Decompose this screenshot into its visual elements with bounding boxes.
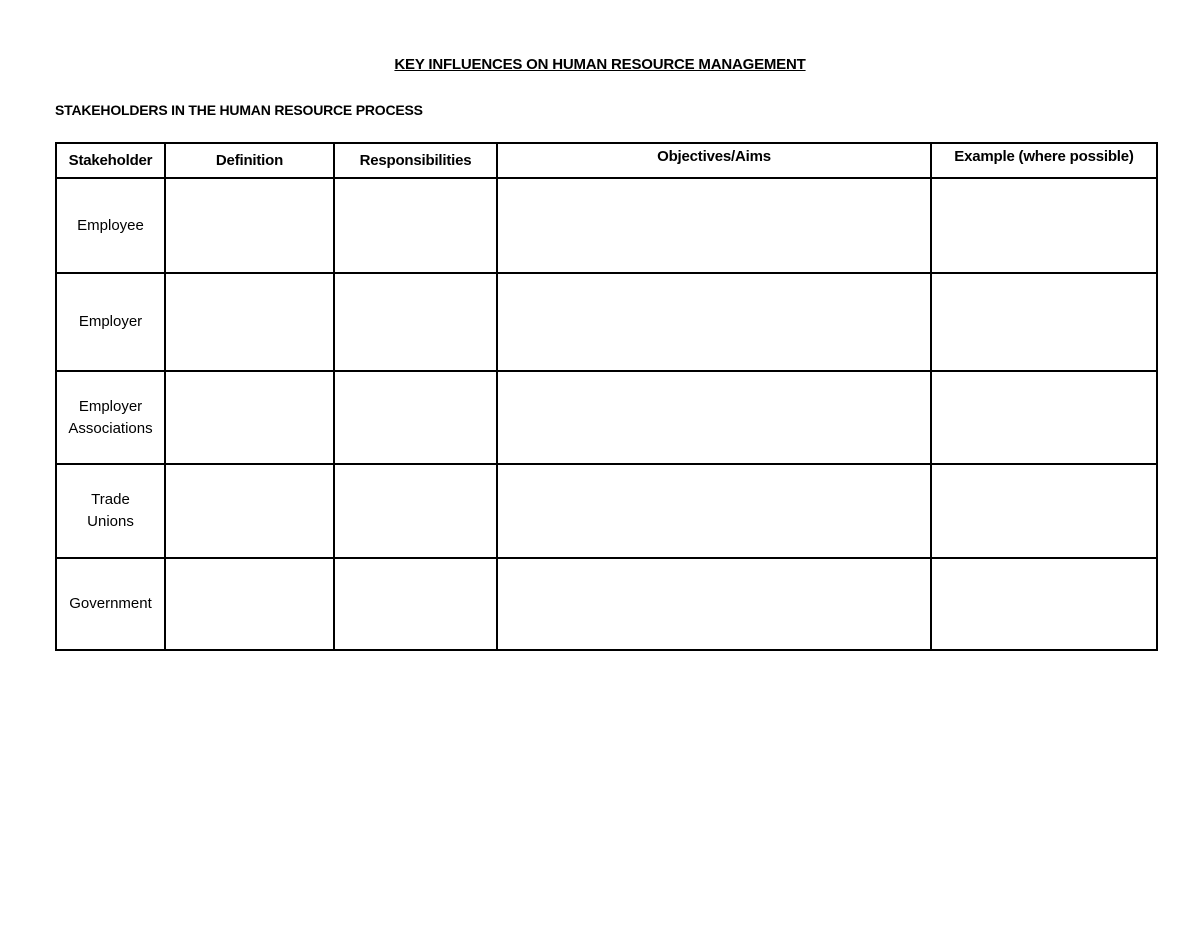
example-cell[interactable]: [931, 464, 1157, 558]
example-cell[interactable]: [931, 558, 1157, 650]
definition-cell[interactable]: [165, 558, 334, 650]
stakeholder-label: Employee: [77, 216, 144, 234]
document-title: KEY INFLUENCES ON HUMAN RESOURCE MANAGEMENT: [394, 56, 806, 73]
definition-cell[interactable]: [165, 464, 334, 558]
responsibilities-cell[interactable]: [334, 558, 497, 650]
stakeholder-cell: [56, 464, 165, 558]
definition-cell[interactable]: [165, 178, 334, 273]
header-stakeholder: Stakeholder: [56, 143, 165, 178]
stakeholder-label-line2: Associations: [68, 419, 153, 437]
responsibilities-cell[interactable]: [334, 371, 497, 464]
header-example: Example (where possible): [931, 143, 1157, 178]
header-responsibilities: Responsibilities: [334, 143, 497, 178]
stakeholders-table: [55, 142, 1158, 651]
section-heading: STAKEHOLDERS IN THE HUMAN RESOURCE PROCESS: [55, 102, 423, 118]
objectives-cell[interactable]: [497, 371, 931, 464]
stakeholder-label-line2: Unions: [87, 513, 134, 530]
table-row: [56, 558, 1157, 650]
objectives-cell[interactable]: [497, 464, 931, 558]
responsibilities-cell[interactable]: [334, 178, 497, 273]
table-header-row: [56, 143, 1157, 178]
table-row: [56, 273, 1157, 371]
stakeholder-label: Employer: [78, 313, 143, 330]
stakeholder-cell: [56, 178, 165, 273]
table-row: [56, 371, 1157, 464]
definition-cell[interactable]: [165, 273, 334, 371]
objectives-cell[interactable]: [497, 178, 931, 273]
example-cell[interactable]: [931, 178, 1157, 273]
stakeholder-cell: [56, 558, 165, 650]
table-row: [56, 178, 1157, 273]
table-row: [56, 464, 1157, 558]
header-definition: Definition: [165, 143, 334, 178]
stakeholder-label-line1: Trade: [91, 491, 130, 508]
example-cell[interactable]: [931, 371, 1157, 464]
stakeholder-cell: [56, 273, 165, 371]
stakeholder-label: Government: [69, 595, 152, 612]
objectives-cell[interactable]: [497, 558, 931, 650]
header-objectives-aims: Objectives/Aims: [497, 143, 931, 178]
stakeholder-label-line1: Employer: [78, 397, 143, 415]
definition-cell[interactable]: [165, 371, 334, 464]
example-cell[interactable]: [931, 273, 1157, 371]
responsibilities-cell[interactable]: [334, 464, 497, 558]
responsibilities-cell[interactable]: [334, 273, 497, 371]
objectives-cell[interactable]: [497, 273, 931, 371]
stakeholder-cell: [56, 371, 165, 464]
